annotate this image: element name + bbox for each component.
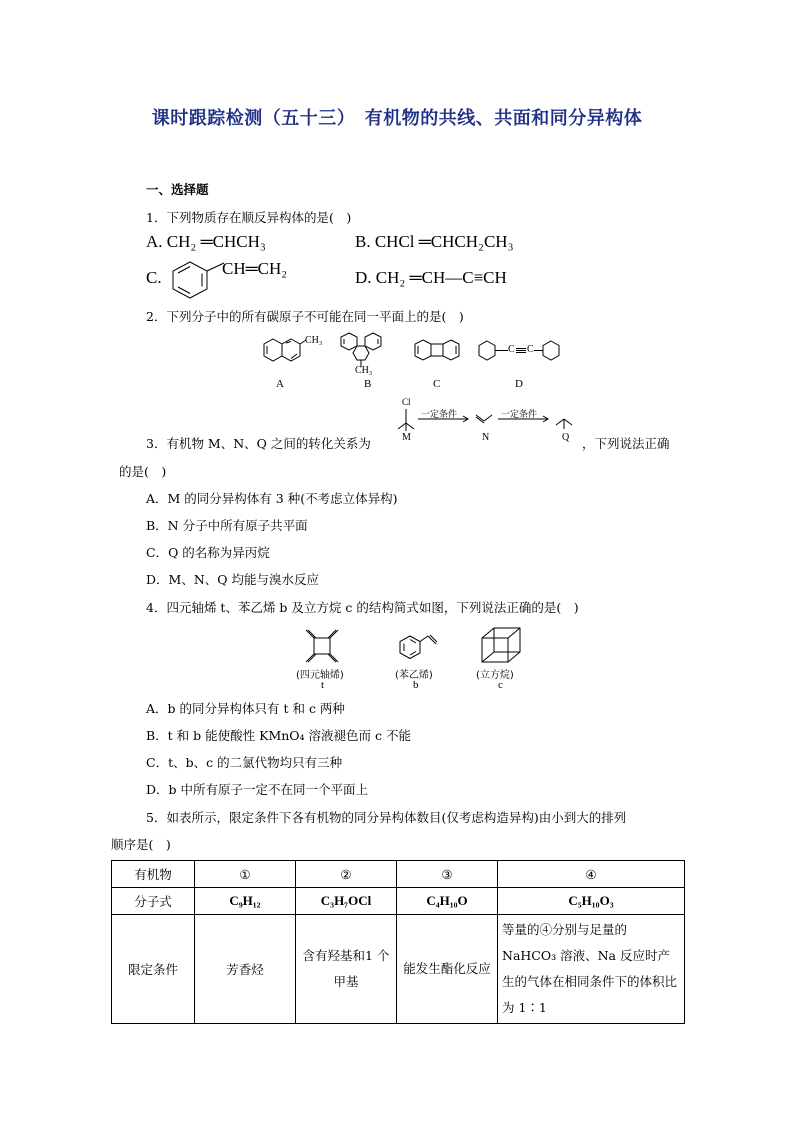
- q3-m-label: M: [402, 432, 411, 443]
- table-row-condition: [112, 915, 685, 1024]
- q2-structure-a-naphthalene-icon: [262, 337, 302, 363]
- q3-cl-label: Cl: [402, 397, 411, 407]
- q2-a-ch3: CH₃: [305, 335, 323, 346]
- question-5-stem-2: 顺序是( ): [111, 837, 171, 852]
- q4-letter-c: c: [498, 679, 503, 691]
- table-cell-condition: 等量的④分别与足量的 NaHCO₃ 溶液、Na 反应时产生的气体在相同条件下的体积比为 1∶1: [498, 915, 685, 1024]
- table-cell-condition: 能发生酯化反应: [397, 915, 498, 1024]
- q3-option-b: B．N 分子中所有原子共平面: [146, 518, 308, 533]
- q3-reaction-scheme-icon: [390, 405, 590, 441]
- q3-option-c: C．Q 的名称为异丙烷: [146, 545, 270, 560]
- question-1-stem: 1．下列物质存在顺反异构体的是( ): [146, 210, 352, 225]
- table-cell-formula: C₅H₁₀O₃: [498, 888, 685, 915]
- q4-structure-b-styrene-icon: [396, 630, 442, 664]
- table-header-row: [112, 861, 685, 888]
- table-header-cell: ③: [397, 861, 498, 888]
- q2-d-c1: C: [508, 344, 515, 355]
- q3-condition-1: 一定条件: [421, 410, 458, 420]
- q4-letter-t: t: [321, 679, 325, 691]
- q4-name-t: (四元轴烯): [296, 670, 344, 681]
- question-3-stem-2: 的是( ): [119, 464, 167, 479]
- q1-benzene-ring-icon: [168, 260, 212, 300]
- table-header-cell: ①: [195, 861, 296, 888]
- q3-condition-2: 一定条件: [501, 410, 538, 420]
- q2-label-b: B: [364, 378, 372, 390]
- table-row-label: 限定条件: [112, 915, 195, 1024]
- q2-label-a: A: [276, 378, 284, 390]
- q2-structure-d-diphenylacetylene-icon: [478, 340, 560, 362]
- q4-name-b: (苯乙烯): [395, 670, 433, 681]
- question-3-stem-tail: ，下列说法正确: [582, 436, 670, 451]
- q3-q-label: Q: [562, 432, 570, 443]
- table-cell-condition: 芳香烃: [195, 915, 296, 1024]
- q4-letter-b: b: [413, 679, 419, 691]
- q2-label-d: D: [515, 378, 523, 390]
- q1-option-a: A. CH₂ ═CHCH₃: [146, 232, 266, 251]
- q4-option-a: A．b 的同分异构体只有 t 和 c 两种: [146, 701, 345, 716]
- table-row-formula: [112, 888, 685, 915]
- q1-option-c-label: C.: [146, 268, 162, 287]
- section-heading: 一、选择题: [146, 182, 209, 197]
- q5-table: [111, 860, 685, 1024]
- page-title: 课时跟踪检测（五十三） 有机物的共线、共面和同分异构体: [151, 108, 643, 129]
- q4-structure-c-cubane-icon: [478, 624, 524, 666]
- q3-n-label: N: [482, 432, 490, 443]
- q2-structure-c-biphenylene-icon: [414, 338, 460, 362]
- q1-option-b: B. CHCl ═CHCH₂CH₃: [355, 232, 514, 251]
- question-4-stem: 4．四元轴烯 t、苯乙烯 b 及立方烷 c 的结构简式如图，下列说法正确的是( ): [146, 600, 579, 615]
- table-cell-formula: C₃H₇OCl: [296, 888, 397, 915]
- q2-label-c: C: [433, 378, 441, 390]
- table-cell-formula: C₉H₁₂: [195, 888, 296, 915]
- table-header-cell: ④: [498, 861, 685, 888]
- question-2-stem: 2．下列分子中的所有碳原子不可能在同一平面上的是( ): [146, 309, 464, 324]
- q4-option-d: D．b 中所有原子一定不在同一个平面上: [146, 782, 368, 797]
- q4-name-c: (立方烷): [476, 670, 514, 681]
- table-row-label: 分子式: [112, 888, 195, 915]
- q4-option-c: C．t、b、c 的二氯代物均只有三种: [146, 755, 343, 770]
- q2-b-ch3: CH₃: [355, 365, 373, 376]
- table-cell-formula: C₄H₁₀O: [397, 888, 498, 915]
- q1-option-d: D. CH₂ ═CH—C≡CH: [355, 268, 507, 287]
- question-3-stem-1: 3．有机物 M、N、Q 之间的转化关系为: [146, 436, 371, 451]
- question-5-stem-1: 5．如表所示，限定条件下各有机物的同分异构体数目(仅考虑构造异构)由小到大的排列: [146, 810, 627, 825]
- q4-structure-t-radialene-icon: [302, 626, 342, 666]
- q2-d-c2: C: [527, 344, 534, 355]
- q3-option-d: D．M、N、Q 均能与溴水反应: [146, 572, 319, 587]
- table-header-cell: 有机物: [112, 861, 195, 888]
- table-cell-condition: 含有羟基和1 个甲基: [296, 915, 397, 1024]
- q4-option-b: B．t 和 b 能使酸性 KMnO₄ 溶液褪色而 c 不能: [146, 728, 411, 743]
- table-header-cell: ②: [296, 861, 397, 888]
- q1-option-c-group: CH═CH₂: [222, 259, 288, 278]
- q3-option-a: A．M 的同分异构体有 3 种(不考虑立体异构): [146, 491, 398, 506]
